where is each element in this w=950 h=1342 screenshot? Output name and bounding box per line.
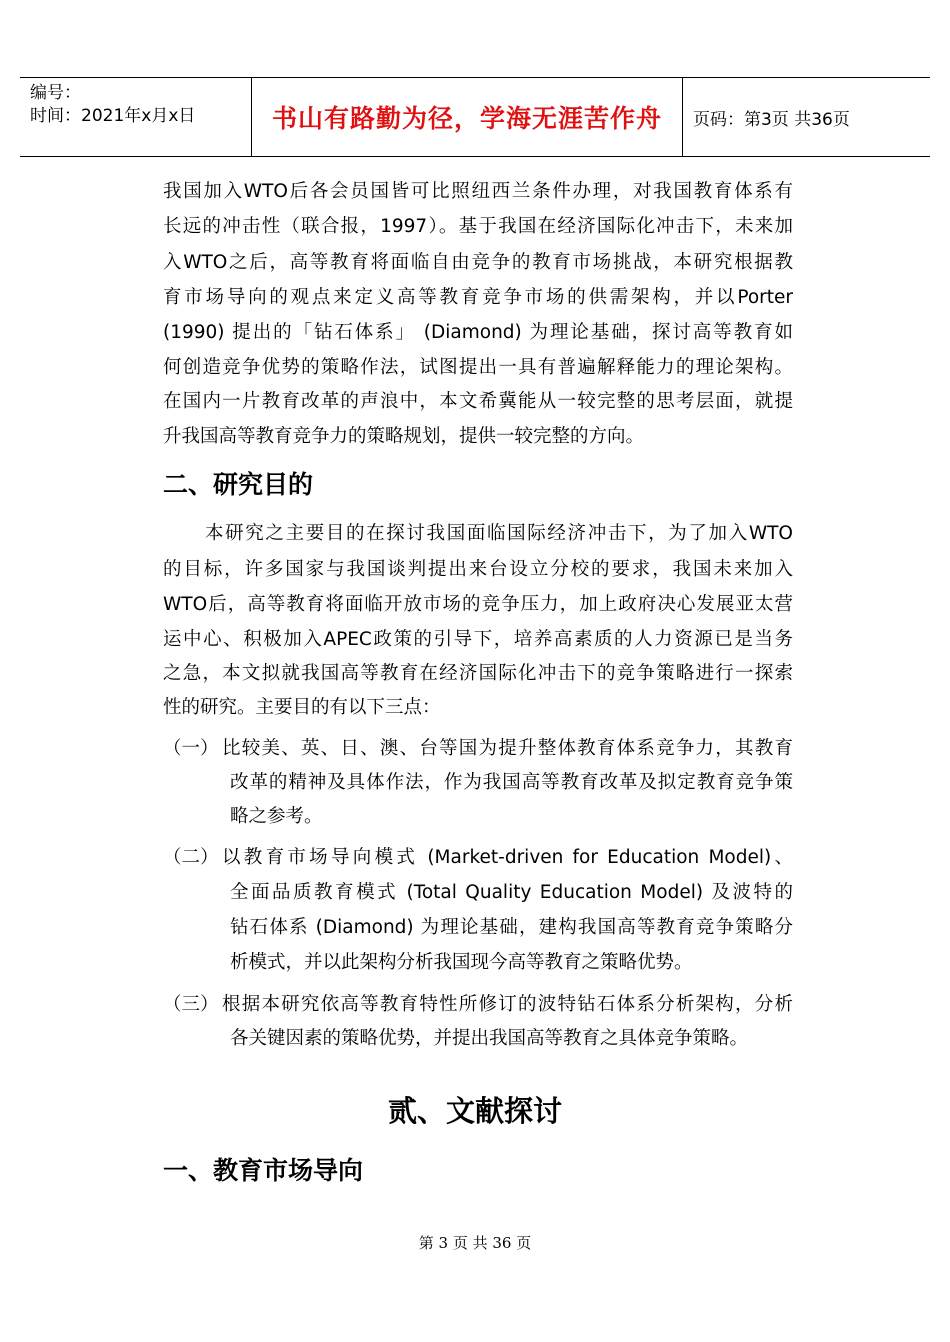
intro-line: 升我国高等教育竞争力的策略规划，提供一较完整的方向。	[163, 426, 645, 447]
intro-line: 我国加入WTO后各会员国皆可比照纽西兰条件办理，对我国教育体系有	[163, 181, 793, 202]
list-item-line: 析模式，并以此架构分析我国现今高等教育之策略优势。	[230, 952, 693, 973]
intro-line: 入WTO之后，高等教育将面临自由竞争的教育市场挑战，本研究根据教	[163, 252, 793, 273]
list-item-line: 钻石体系 (Diamond) 为理论基础，建构我国高等教育竞争策略分	[230, 917, 793, 938]
list-marker: （一）	[163, 738, 219, 759]
time-label: 时间：2021年x月x日	[30, 106, 196, 126]
header-page-info-cell	[683, 78, 930, 156]
header-page-info: 页码：第3页 共36页	[693, 109, 850, 130]
intro-line: (1990) 提出的「钻石体系」 (Diamond) 为理论基础，探讨高等教育如	[163, 322, 793, 343]
purpose-line: 之急，本文拟就我国高等教育在经济国际化冲击下的竞争策略进行一探索	[163, 663, 793, 684]
document-header	[20, 77, 930, 157]
intro-line: 何创造竞争优势的策略作法，试图提出一具有普遍解释能力的理论架构。	[163, 357, 793, 378]
list-item-line: 略之参考。	[230, 806, 323, 827]
list-marker: （二）	[163, 847, 219, 868]
page-footer: 第 3 页 共 36 页	[418, 1234, 532, 1252]
chapter-heading-literature-review: 贰、文献探讨	[387, 1094, 562, 1128]
list-marker: （三）	[163, 994, 219, 1015]
section-heading-education-market: 一、教育市场导向	[163, 1156, 364, 1185]
header-motto: 书山有路勤为径，学海无涯苦作舟	[271, 104, 662, 133]
list-item-line: 改革的精神及具体作法，作为我国高等教育改革及拟定教育竞争策	[230, 772, 793, 793]
section-heading-research-purpose: 二、研究目的	[163, 470, 314, 499]
serial-label: 编号：	[30, 83, 81, 103]
intro-line: 长远的冲击性（联合报，1997）。基于我国在经济国际化冲击下，未来加	[163, 216, 793, 237]
purpose-line: 本研究之主要目的在探讨我国面临国际经济冲击下，为了加入WTO	[205, 523, 793, 544]
list-item-line: 以教育市场导向模式 (Market-driven for Education Model)、	[222, 847, 793, 868]
intro-line: 育市场导向的观点来定义高等教育竞争市场的供需架构，并以Porter	[163, 287, 793, 308]
purpose-line: 的目标，许多国家与我国谈判提出来台设立分校的要求，我国未来加入	[163, 559, 793, 580]
purpose-line: WTO后，高等教育将面临开放市场的竞争压力，加上政府决心发展亚太营	[163, 594, 793, 615]
header-meta	[20, 78, 252, 156]
list-item-line: 根据本研究依高等教育特性所修订的波特钻石体系分析架构，分析	[222, 994, 793, 1015]
list-item-line: 比较美、英、日、澳、台等国为提升整体教育体系竞争力，其教育	[222, 738, 793, 759]
list-item-line: 全面品质教育模式 (Total Quality Education Model) 及波特的	[230, 882, 793, 903]
intro-line: 在国内一片教育改革的声浪中，本文希冀能从一较完整的思考层面，就提	[163, 391, 793, 412]
purpose-line: 运中心、积极加入APEC政策的引导下，培养高素质的人力资源已是当务	[163, 629, 793, 650]
header-motto-cell	[252, 78, 683, 156]
list-item-line: 各关键因素的策略优势，并提出我国高等教育之具体竞争策略。	[230, 1028, 749, 1049]
purpose-line: 性的研究。主要目的有以下三点：	[163, 697, 441, 718]
